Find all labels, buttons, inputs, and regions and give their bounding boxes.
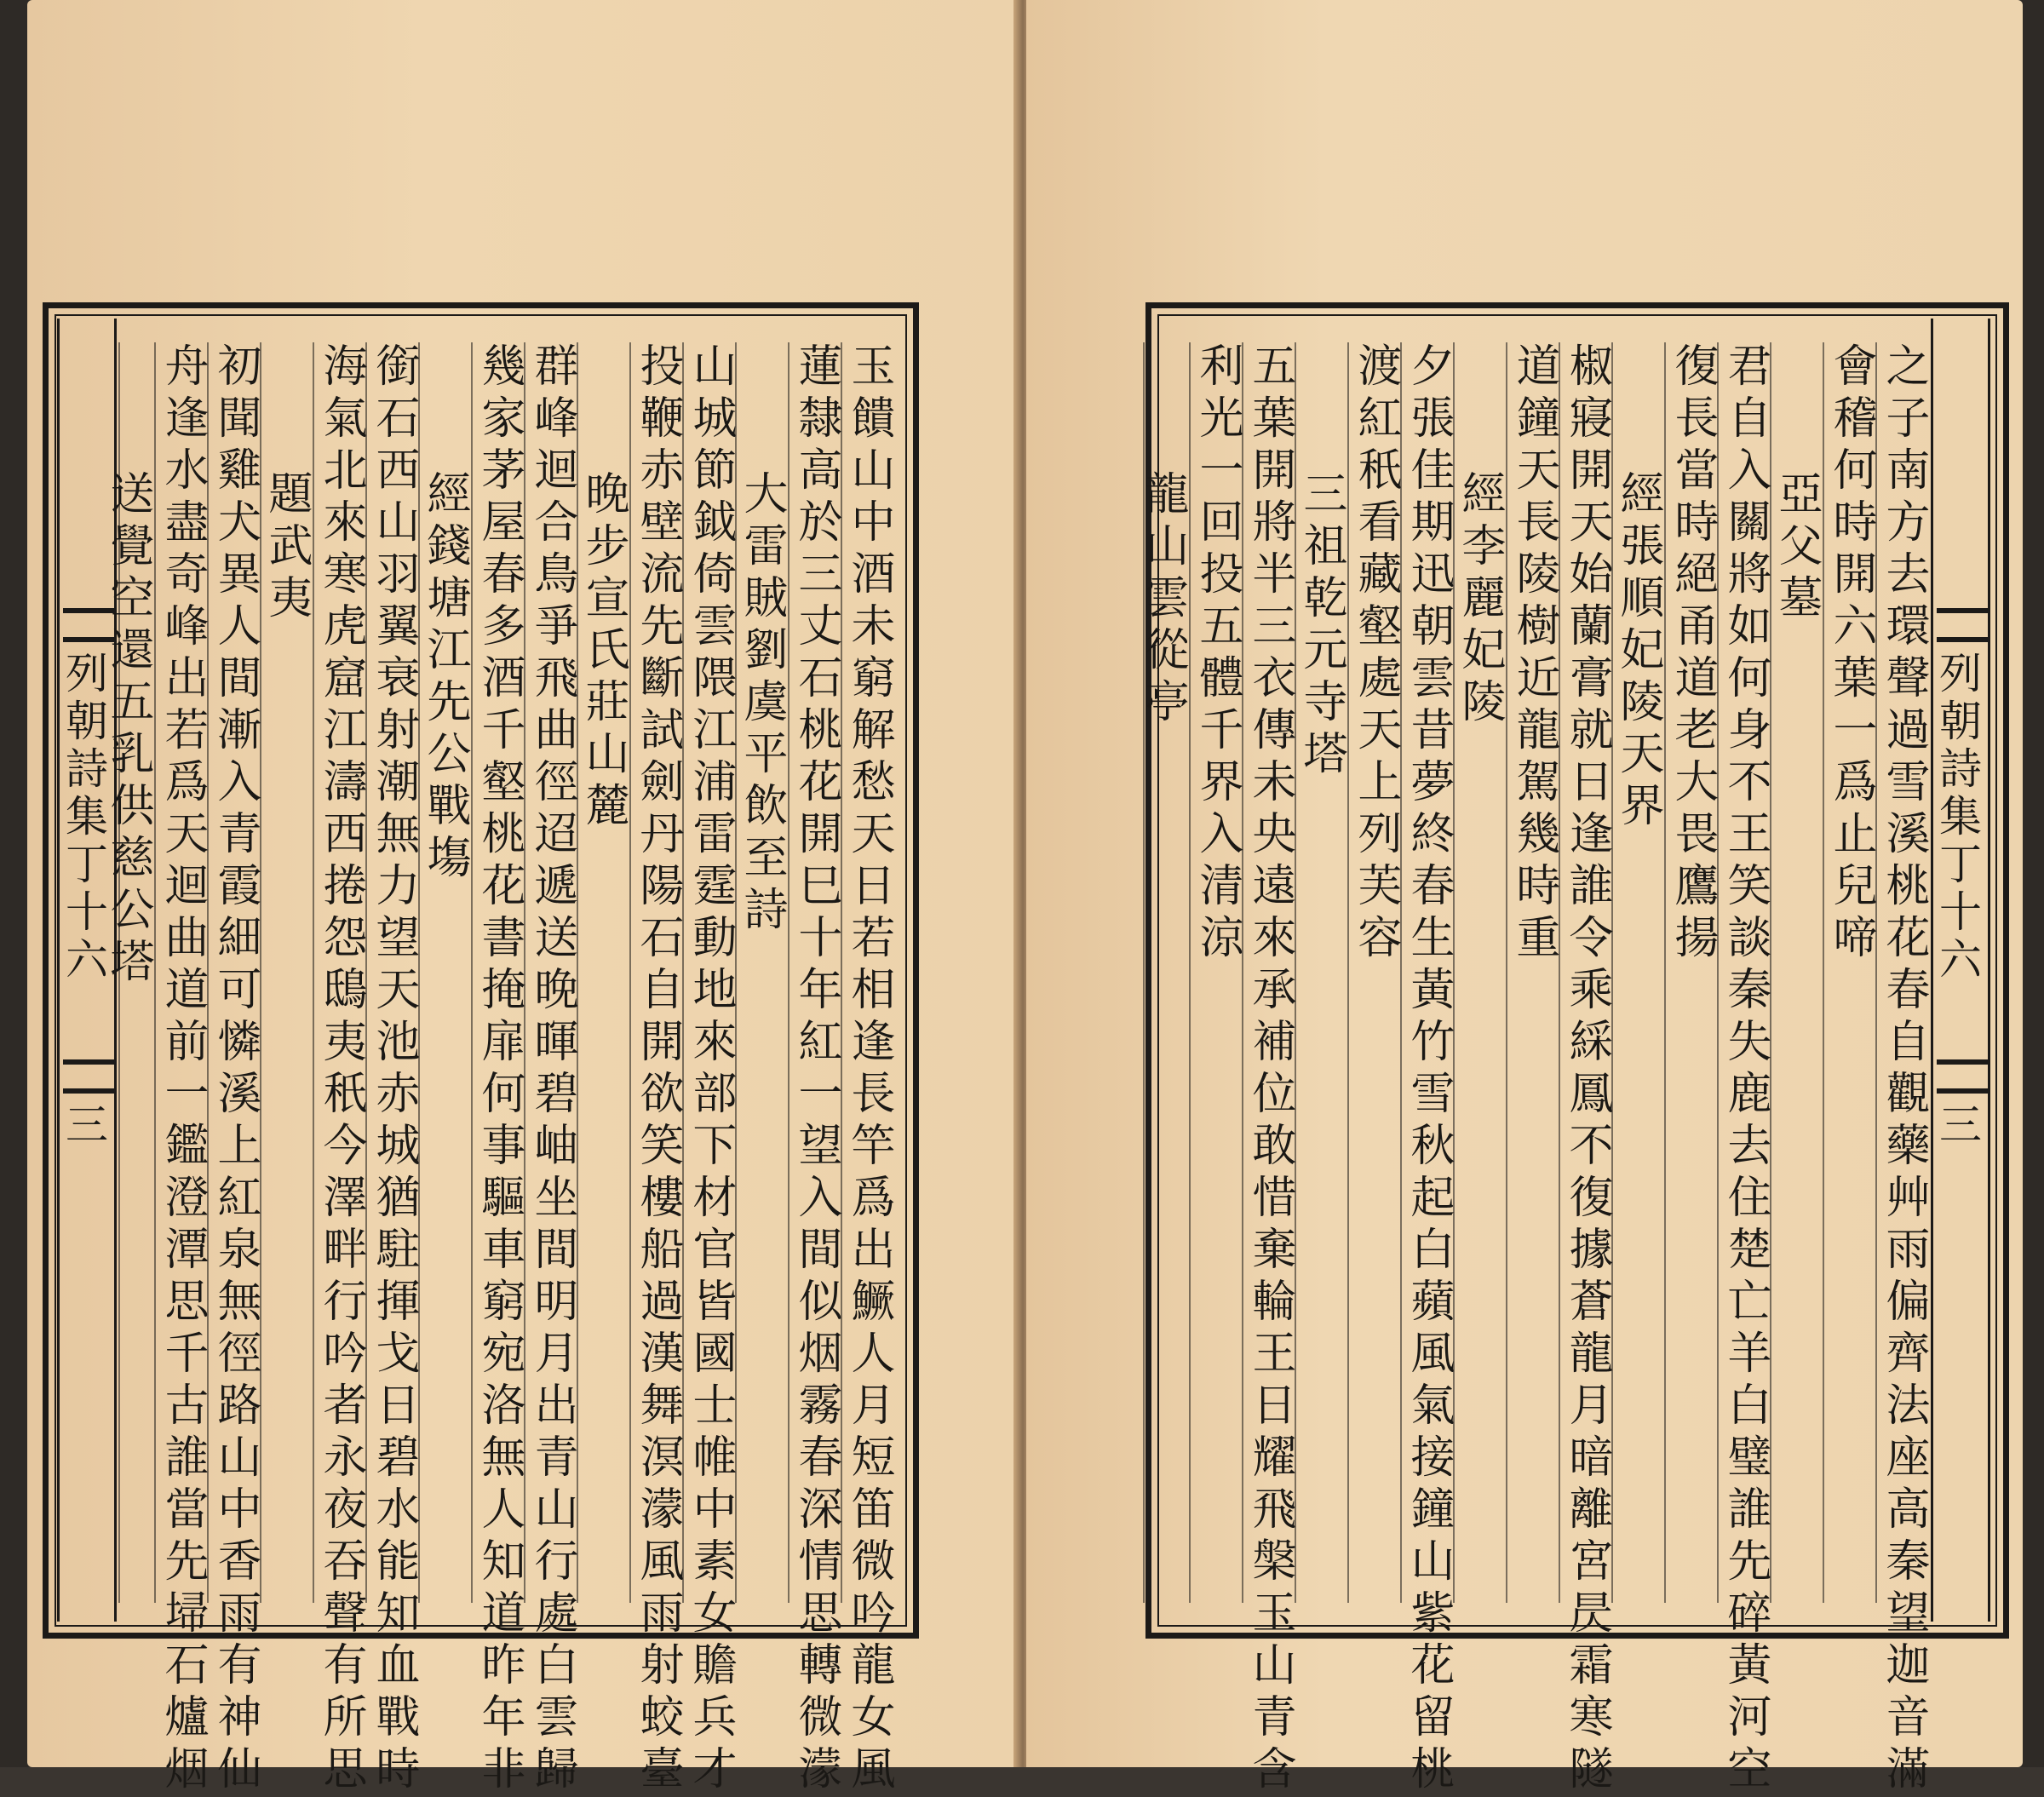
right-col-6-title: 經張順妃陵天界 xyxy=(1611,342,1664,1603)
right-col-9-title: 經李麗妃陵 xyxy=(1453,342,1506,1603)
left-col-14: 舟逢水盡奇峰出若爲天迴曲道前一鑑澄潭思千古誰當先埽石爐烟 xyxy=(154,342,209,1603)
left-col-7: 群峰迴合鳥爭飛曲徑迢遞送晚暉碧岫坐間明月出青山行處白雲歸 xyxy=(524,342,578,1603)
left-col-9-title: 經錢塘江先公戰塲 xyxy=(418,342,471,1603)
left-col-15-title: 送覺空還五乳供慈公塔 xyxy=(118,342,154,1603)
left-col-1: 玉饋山中酒未窮解愁天日若相逢長竿爲出鱖人月短笛微吟龍女風 xyxy=(841,342,895,1603)
left-col-4: 山城節鉞倚雲隈江浦雷霆動地來部下材官皆國士帷中素女贍兵才 xyxy=(682,342,737,1603)
left-col-6-title: 晚步宣氏莊山麓 xyxy=(577,342,629,1603)
left-col-11: 海氣北來寒虎窟江濤西捲怨鴟夷秖今澤畔行吟者永夜吞聲有所思 xyxy=(313,342,367,1603)
right-col-11: 渡紅秖看藏壑處天上列芙容 xyxy=(1347,342,1402,1603)
right-col-14: 利光一回投五體千界入清涼 xyxy=(1189,342,1243,1603)
right-col-5: 復長當時絕甬道老大畏鷹揚 xyxy=(1664,342,1719,1603)
right-fish-tail-lower xyxy=(1937,1059,1988,1094)
left-col-2: 蓮隸高於三丈石桃花開巳十年紅一望入間似烟霧春深情思轉微濛 xyxy=(788,342,842,1603)
left-col-5: 投鞭赤壁流先斷試劍丹陽石自開欲笑樓船過漢舞溟濛風雨射蛟臺 xyxy=(629,342,684,1603)
right-col-2: 會稽何時開六葉一爲止兒啼 xyxy=(1823,342,1877,1603)
right-band-title: 列朝詩集丁十六 xyxy=(1932,651,1982,985)
left-col-12-title: 題武夷 xyxy=(260,342,313,1603)
right-text-block xyxy=(1137,302,2009,1797)
left-col-13: 初聞雞犬異人間漸入青霞細可憐溪上紅泉無徑路山中香雨有神仙 xyxy=(207,342,261,1603)
right-col-10: 夕張佳期迅朝雲昔夢終春生黃竹雪秋起白蘋風氣接鐘山紫花留桃 xyxy=(1400,342,1455,1603)
right-col-13: 五葉開將半三衣傳未央遠來承補位敢惜棄輪王日耀飛槃玉山青含 xyxy=(1242,342,1296,1603)
right-band-folio: 三 xyxy=(1932,1102,1982,1150)
right-center-band xyxy=(1931,319,1990,1622)
left-col-8: 幾家茅屋春多酒千壑桃花書掩扉何事驅車窮宛洛無人知道昨年非 xyxy=(471,342,525,1603)
right-col-3-title: 亞父墓 xyxy=(1770,342,1823,1603)
left-text-block xyxy=(43,302,919,1797)
right-col-1: 之子南方去環聲過雪溪桃花春自觀藥艸雨偏齊法座高秦望迦音滿 xyxy=(1875,342,1930,1603)
right-col-15-title: 龍山雲從亭 xyxy=(1143,342,1189,1603)
left-fish-tail-lower xyxy=(63,1059,114,1094)
left-col-10: 銜石西山羽翼衰射潮無力望天池赤城猶駐揮戈日碧水能知血戰時 xyxy=(365,342,420,1603)
left-col-3-title: 大雷賊劉虞平飲至詩 xyxy=(735,342,788,1603)
right-col-4: 君自入關將如何身不王笑談秦失鹿去住楚亡羊白璧誰先碎黃河空 xyxy=(1717,342,1771,1603)
right-col-7: 椒寢開天始蘭膏就日逢誰令乘綵鳳不復據蒼龍月暗離宮昃霜寒隧 xyxy=(1559,342,1613,1603)
right-col-12-title: 三祖乾元寺塔 xyxy=(1295,342,1347,1603)
left-band-folio: 三 xyxy=(59,1102,108,1150)
left-band-title: 列朝詩集丁十六 xyxy=(59,651,108,985)
right-fish-tail-upper xyxy=(1937,608,1988,642)
right-col-8: 道鐘天長陵樹近龍駕幾時重 xyxy=(1506,342,1560,1603)
